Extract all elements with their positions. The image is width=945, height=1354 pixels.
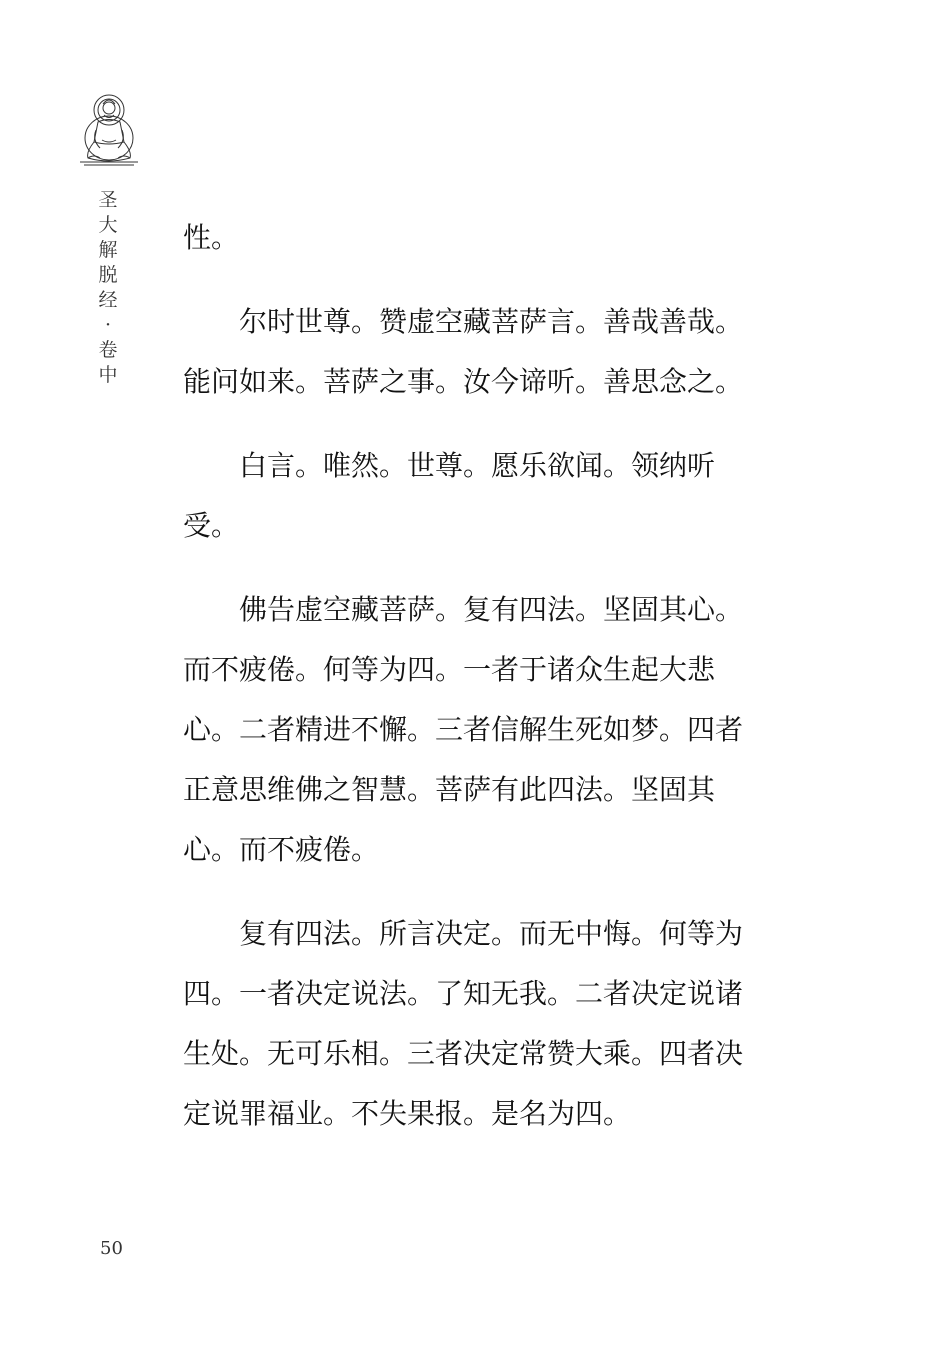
buddha-emblem-icon (74, 90, 144, 168)
running-head-char: 圣 (98, 189, 118, 211)
body-text (183, 208, 768, 1168)
paragraph-4: 佛告虚空藏菩萨。复有四法。坚固其心。 而不疲倦。何等为四。一者于诸众生起大悲 心。二者精进不懈。三者信解生死如梦。四者 正意思维佛之智慧。菩萨有此四法。坚固其 心。而不疲倦。 (183, 593, 744, 866)
page-number: 50 (100, 1238, 123, 1259)
running-head-char: 脱 (98, 264, 118, 286)
paragraph-1: 性。 (183, 221, 240, 254)
running-head (96, 188, 120, 388)
running-head-char: 卷 (98, 339, 118, 361)
running-head-char: 大 (98, 214, 118, 236)
paragraph-3: 白言。唯然。世尊。愿乐欲闻。领纳听 受。 (183, 449, 716, 542)
running-head-char: · (104, 314, 112, 336)
paragraph-5: 复有四法。所言决定。而无中悔。何等为 四。一者决定说法。了知无我。二者决定说诸 生处。无可乐相。三者决定常赞大乘。四者决 定说罪福业。不失果报。是名为四。 (183, 917, 744, 1130)
paragraph-2: 尔时世尊。赞虚空藏菩萨言。善哉善哉。 能问如来。菩萨之事。汝今谛听。善思念之。 (183, 305, 744, 398)
running-head-char: 解 (98, 239, 118, 261)
running-head-char: 经 (98, 289, 118, 311)
running-head-char: 中 (98, 364, 118, 386)
